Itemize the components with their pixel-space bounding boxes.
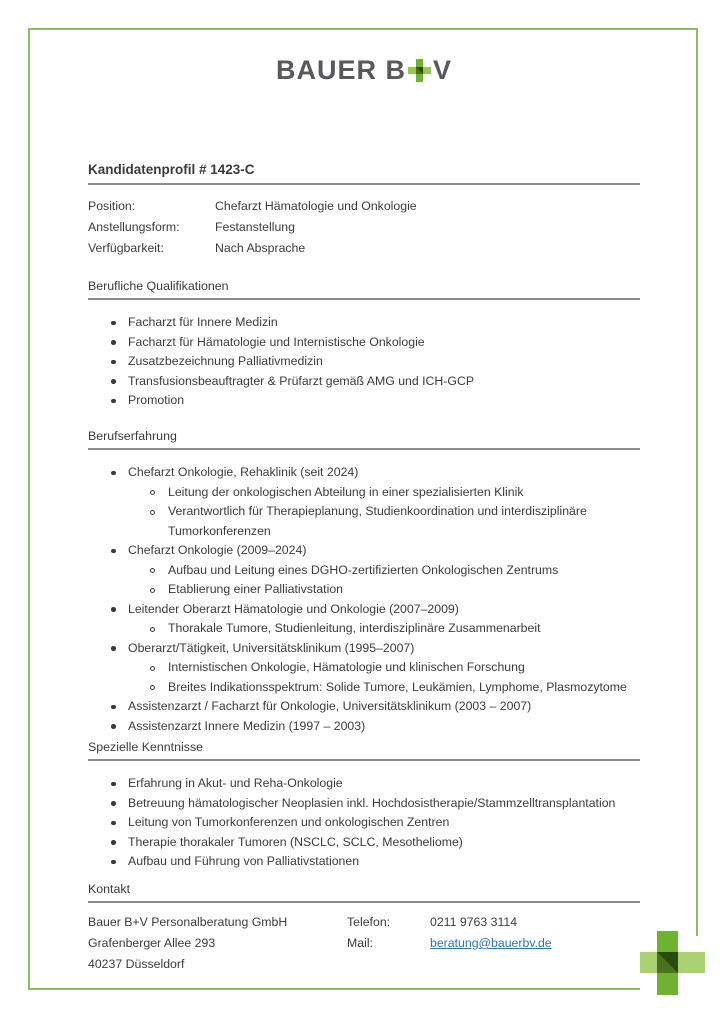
list-item — [88, 580, 640, 600]
list-item — [88, 717, 640, 737]
list-item — [88, 852, 640, 872]
phone-number: 0211 9763 3114 — [430, 915, 518, 929]
bullet-dot-icon — [111, 821, 116, 826]
list-item-text: Leitender Oberarzt Hämatologie und Onkologie (2007–2009) — [128, 601, 459, 616]
bullet-dot-icon — [111, 782, 116, 787]
bullet-dot-icon — [111, 607, 116, 612]
profile-value: Chefarzt Hämatologie und Onkologie — [215, 199, 417, 213]
bullet-circle-icon — [150, 568, 155, 573]
qualifications-list — [88, 313, 640, 411]
list-item — [88, 813, 640, 833]
profile-value: Festanstellung — [215, 220, 295, 234]
list-item-text: Leitung der onkologischen Abteilung in einer spezialisierten Klinik — [168, 484, 524, 499]
list-item — [88, 833, 640, 853]
bullet-dot-icon — [111, 705, 116, 710]
page-title: Kandidatenprofil # 1423-C — [88, 162, 640, 185]
profile-label: Position: — [88, 199, 136, 213]
bullet-dot-icon — [111, 646, 116, 651]
bullet-dot-icon — [111, 379, 116, 384]
list-item-text: Etablierung einer Palliativstation — [168, 582, 343, 596]
list-item-text: Aufbau und Führung von Palliativstationen — [128, 854, 360, 868]
list-item-text: Erfahrung in Akut- und Reha-Onkologie — [128, 776, 343, 790]
list-item — [88, 619, 640, 639]
plus-cross-icon — [408, 59, 431, 82]
bullet-circle-icon — [150, 490, 155, 495]
list-item-text: Assistenzarzt Innere Medizin (1997 – 2003) — [128, 718, 366, 733]
bullet-dot-icon — [111, 724, 116, 729]
list-item-text: Chefarzt Onkologie, Rehaklinik (seit 2024) — [128, 465, 359, 479]
list-item — [88, 658, 640, 678]
bullet-dot-icon — [111, 840, 116, 845]
section-contact — [88, 882, 640, 975]
list-item-text: Verantwortlich für Therapieplanung, Studienkoordination und interdisziplinäre Tumorkonferenzen — [168, 504, 587, 538]
list-item — [88, 313, 640, 333]
contact-values — [430, 912, 552, 954]
bullet-circle-icon — [150, 588, 155, 593]
contact-labels — [347, 912, 390, 954]
profile-label: Anstellungsform: — [88, 220, 180, 234]
profile-row-availability — [88, 238, 640, 259]
list-item-text: Oberarzt/Tätigkeit, Universitätsklinikum (1995–2007) — [128, 640, 415, 655]
list-item-text: Thorakale Tumore, Studienleitung, interdisziplinäre Zusammenarbeit — [168, 621, 541, 635]
page-border-top — [28, 28, 698, 30]
list-item — [88, 372, 640, 392]
section-qualifications — [88, 279, 640, 411]
bullet-dot-icon — [111, 340, 116, 345]
bullet-dot-icon — [111, 860, 116, 865]
list-item — [88, 600, 640, 620]
list-item-text: Promotion — [128, 393, 185, 407]
list-item-text: Internistischen Onkologie, Hämatologie und klinischen Forschung — [168, 660, 525, 674]
section-heading: Berufliche Qualifikationen — [88, 279, 640, 300]
page-border-left — [28, 28, 30, 990]
list-item-text: Leitung von Tumorkonferenzen und onkologischen Zentren — [128, 815, 450, 829]
profile-value: Nach Absprache — [215, 241, 306, 255]
list-item — [88, 333, 640, 353]
skills-list — [88, 774, 640, 872]
email-link[interactable]: beratung@bauerbv.de — [430, 936, 552, 950]
list-item — [88, 639, 640, 659]
phone-label: Telefon: — [347, 915, 391, 929]
profile-info — [88, 196, 640, 259]
section-heading: Berufserfahrung — [88, 429, 640, 450]
bullet-circle-icon — [150, 627, 155, 632]
list-item — [88, 541, 640, 561]
list-item-text: Therapie thorakaler Tumoren (NSCLC, SCLC, Mesotheliome) — [128, 834, 463, 849]
list-item-text: Aufbau und Leitung eines DGHO-zertifizierten Onkologischen Zentrums — [168, 562, 559, 577]
bullet-dot-icon — [111, 471, 116, 476]
logo-text-left: BAUER B — [275, 55, 406, 85]
section-heading: Spezielle Kenntnisse — [88, 740, 640, 761]
footer-cross-center — [657, 952, 678, 973]
list-item-text: Transfusionsbeauftragter & Prüfarzt gemäß AMG und ICH-GCP — [128, 373, 475, 388]
section-experience — [88, 429, 640, 736]
list-item-text: Betreuung hämatologischer Neoplasien inkl. Hochdosistherapie/Stammzelltransplantation — [128, 795, 616, 810]
company-logo — [88, 55, 640, 85]
list-item — [88, 561, 640, 581]
mail-label: Mail: — [347, 936, 373, 950]
list-item — [88, 391, 640, 411]
contact-street: Grafenberger Allee 293 — [88, 936, 216, 950]
page-border-right — [696, 28, 698, 936]
profile-label: Verfügbarkeit: — [88, 241, 164, 255]
bullet-dot-icon — [111, 549, 116, 554]
bullet-dot-icon — [111, 399, 116, 404]
list-item-text: Facharzt für Innere Medizin — [128, 315, 278, 329]
contact-city: 40237 Düsseldorf — [88, 957, 185, 971]
list-item-text: Assistenzarzt / Facharzt für Onkologie, Universitätsklinikum (2003 – 2007) — [128, 699, 532, 713]
list-item — [88, 352, 640, 372]
profile-row-employment — [88, 217, 640, 238]
list-item — [88, 678, 640, 698]
bullet-circle-icon — [150, 685, 155, 690]
list-item — [88, 774, 640, 794]
logo-text-right: V — [433, 55, 453, 85]
list-item — [88, 697, 640, 717]
section-heading: Kontakt — [88, 882, 640, 903]
bullet-circle-icon — [150, 666, 155, 671]
list-item-text: Breites Indikationsspektrum: Solide Tumore, Leukämien, Lymphome, Plasmozytome — [168, 679, 627, 694]
bullet-dot-icon — [111, 321, 116, 326]
list-item — [88, 794, 640, 814]
experience-list — [88, 463, 640, 736]
bullet-dot-icon — [111, 360, 116, 365]
list-item — [88, 463, 640, 483]
list-item — [88, 483, 640, 503]
section-skills — [88, 740, 640, 872]
list-item — [88, 502, 640, 541]
list-item-text: Zusatzbezeichnung Palliativmedizin — [128, 354, 323, 368]
list-item-text: Chefarzt Onkologie (2009–2024) — [128, 543, 307, 557]
profile-row-position — [88, 196, 640, 217]
list-item-text: Facharzt für Hämatologie und Internistische Onkologie — [128, 334, 425, 349]
contact-company: Bauer B+V Personalberatung GmbH — [88, 915, 288, 929]
bullet-circle-icon — [150, 510, 155, 515]
page-border-bottom — [28, 988, 640, 990]
bullet-dot-icon — [111, 801, 116, 806]
